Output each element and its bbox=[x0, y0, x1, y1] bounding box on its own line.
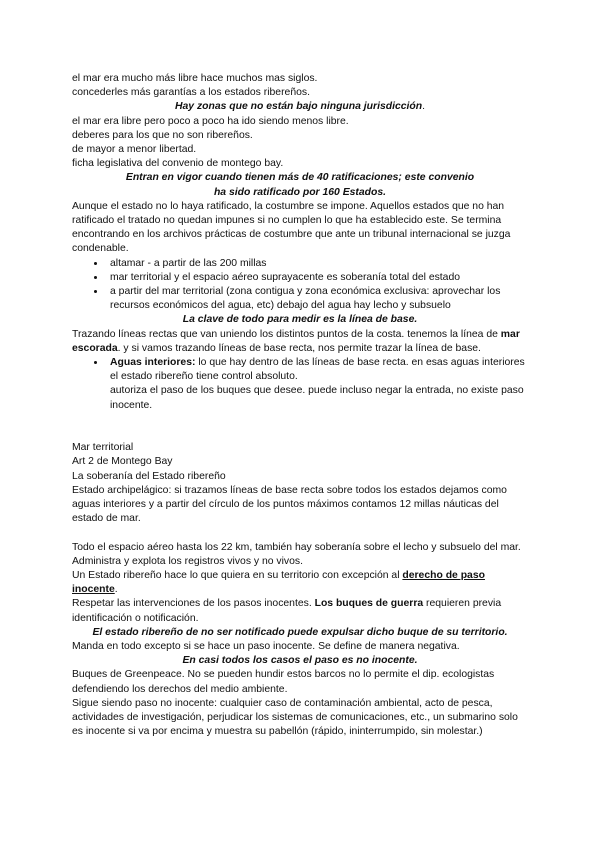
text-span: autoriza el paso de los buques que desee. puede incluso negar la entrada, no existe paso inocente. bbox=[110, 385, 524, 411]
paragraph: Sigue siendo paso no inocente: cualquier caso de contaminación ambiental, acto de pesca, actividades de investigación, perjudicar los sistemas de comunicaciones, etc., un submarino solo es inocente si va por encima y muestra su pabellón (rápido, ininterrumpido, sin molestar.) bbox=[72, 697, 518, 738]
spacer bbox=[72, 427, 528, 441]
text-span: Trazando líneas rectas que van uniendo los distintos puntos de la costa. tenemos la línea de bbox=[72, 328, 501, 340]
bullet-list bbox=[72, 257, 528, 314]
text-span: . bbox=[114, 584, 118, 596]
text-span: . y si vamos trazando líneas de base recta, nos permite trazar la línea de base. bbox=[117, 342, 481, 354]
section-heading: El estado ribereño de no ser notificado puede expulsar dicho buque de su territorio. bbox=[92, 626, 508, 638]
text-line: concederles más garantías a los estados ribereños. bbox=[72, 87, 310, 99]
list-item: • altamar - a partir de las 200 millas bbox=[106, 257, 528, 271]
list-item bbox=[106, 356, 528, 413]
text-line: Manda en todo excepto si se hace un paso inocente. Se define de manera negativa. bbox=[72, 641, 460, 653]
text-span: lo que hay dentro de las líneas de base recta. en esas aguas interiores el estado ribereño tiene control absoluto. bbox=[110, 357, 525, 383]
text-line: de mayor a menor libertad. bbox=[72, 144, 197, 156]
text-span: Respetar las intervenciones de los pasos inocentes. bbox=[72, 598, 315, 610]
text-line: el mar era libre pero poco a poco ha ido siendo menos libre. bbox=[72, 115, 349, 127]
spacer bbox=[72, 413, 528, 427]
bullet-list bbox=[72, 356, 528, 413]
section-heading: En casi todos los casos el paso es no inocente. bbox=[182, 655, 418, 667]
spacer bbox=[72, 526, 528, 540]
text-line: el mar era mucho más libre hace muchos mas siglos. bbox=[72, 73, 318, 84]
paragraph: Estado archipelágico: si trazamos líneas de base recta sobre todos los estados dejamos como aguas interiores y a partir del círculo de los puntos máximos contamos 12 millas náuticas del estado de mar. bbox=[72, 484, 507, 525]
section-heading: Entran en vigor cuando tienen más de 40 ratificaciones; este convenio ha sido ratificado por 160 Estados. bbox=[125, 172, 475, 198]
paragraph: Buques de Greenpeace. No se pueden hundir estos barcos no lo permite el dip. ecologistas defendiendo los derechos del medio ambiente. bbox=[72, 669, 495, 695]
text-line: ficha legislativa del convenio de montego bay. bbox=[72, 158, 284, 170]
bold-term: mar escorada bbox=[72, 328, 520, 354]
text-line: Art 2 de Montego Bay bbox=[72, 456, 173, 468]
text-line: La soberanía del Estado ribereño bbox=[72, 470, 226, 482]
heading-text: Hay zonas que no están bajo ninguna jurisdicción bbox=[175, 101, 423, 113]
section-heading: La clave de todo para medir es la línea de base. bbox=[182, 314, 418, 326]
bold-term: Aguas interiores: bbox=[110, 357, 196, 369]
paragraph bbox=[72, 328, 528, 356]
text-line: deberes para los que no son ribereños. bbox=[72, 129, 253, 141]
text-span: Un Estado ribereño hace lo que quiera en su territorio con excepción al bbox=[72, 570, 403, 582]
paragraph bbox=[72, 569, 528, 597]
paragraph bbox=[72, 597, 528, 625]
section-heading bbox=[72, 100, 528, 114]
heading-period: . bbox=[422, 101, 425, 113]
text-span: requieren previa identificación o notificación. bbox=[72, 598, 502, 624]
list-item: • a partir del mar territorial (zona contigua y zona económica exclusiva: aprovechar los recursos económicos del agua, etc) debajo del agua hay lecho y subsuelo bbox=[106, 285, 528, 313]
list-item: • mar territorial y el espacio aéreo suprayacente es soberanía total del estado bbox=[106, 271, 528, 285]
text-line: Mar territorial bbox=[72, 442, 134, 454]
bold-underlined-term: derecho de paso inocente bbox=[72, 570, 485, 596]
bold-term: Los buques de guerra bbox=[314, 598, 424, 610]
paragraph: Aunque el estado no lo haya ratificado, la costumbre se impone. Aquellos estados que no han ratificado el tratado no quedan impunes si no cumplen lo que ha establecido este. Se termina encontrando en los archivos prácticas de costumbre que ante un tribunal internacional se juzga condenable. bbox=[72, 200, 511, 255]
paragraph: Todo el espacio aéreo hasta los 22 km, también hay soberanía sobre el lecho y subsuelo del mar. Administra y explota los registros vivos y no vivos. bbox=[72, 541, 521, 567]
